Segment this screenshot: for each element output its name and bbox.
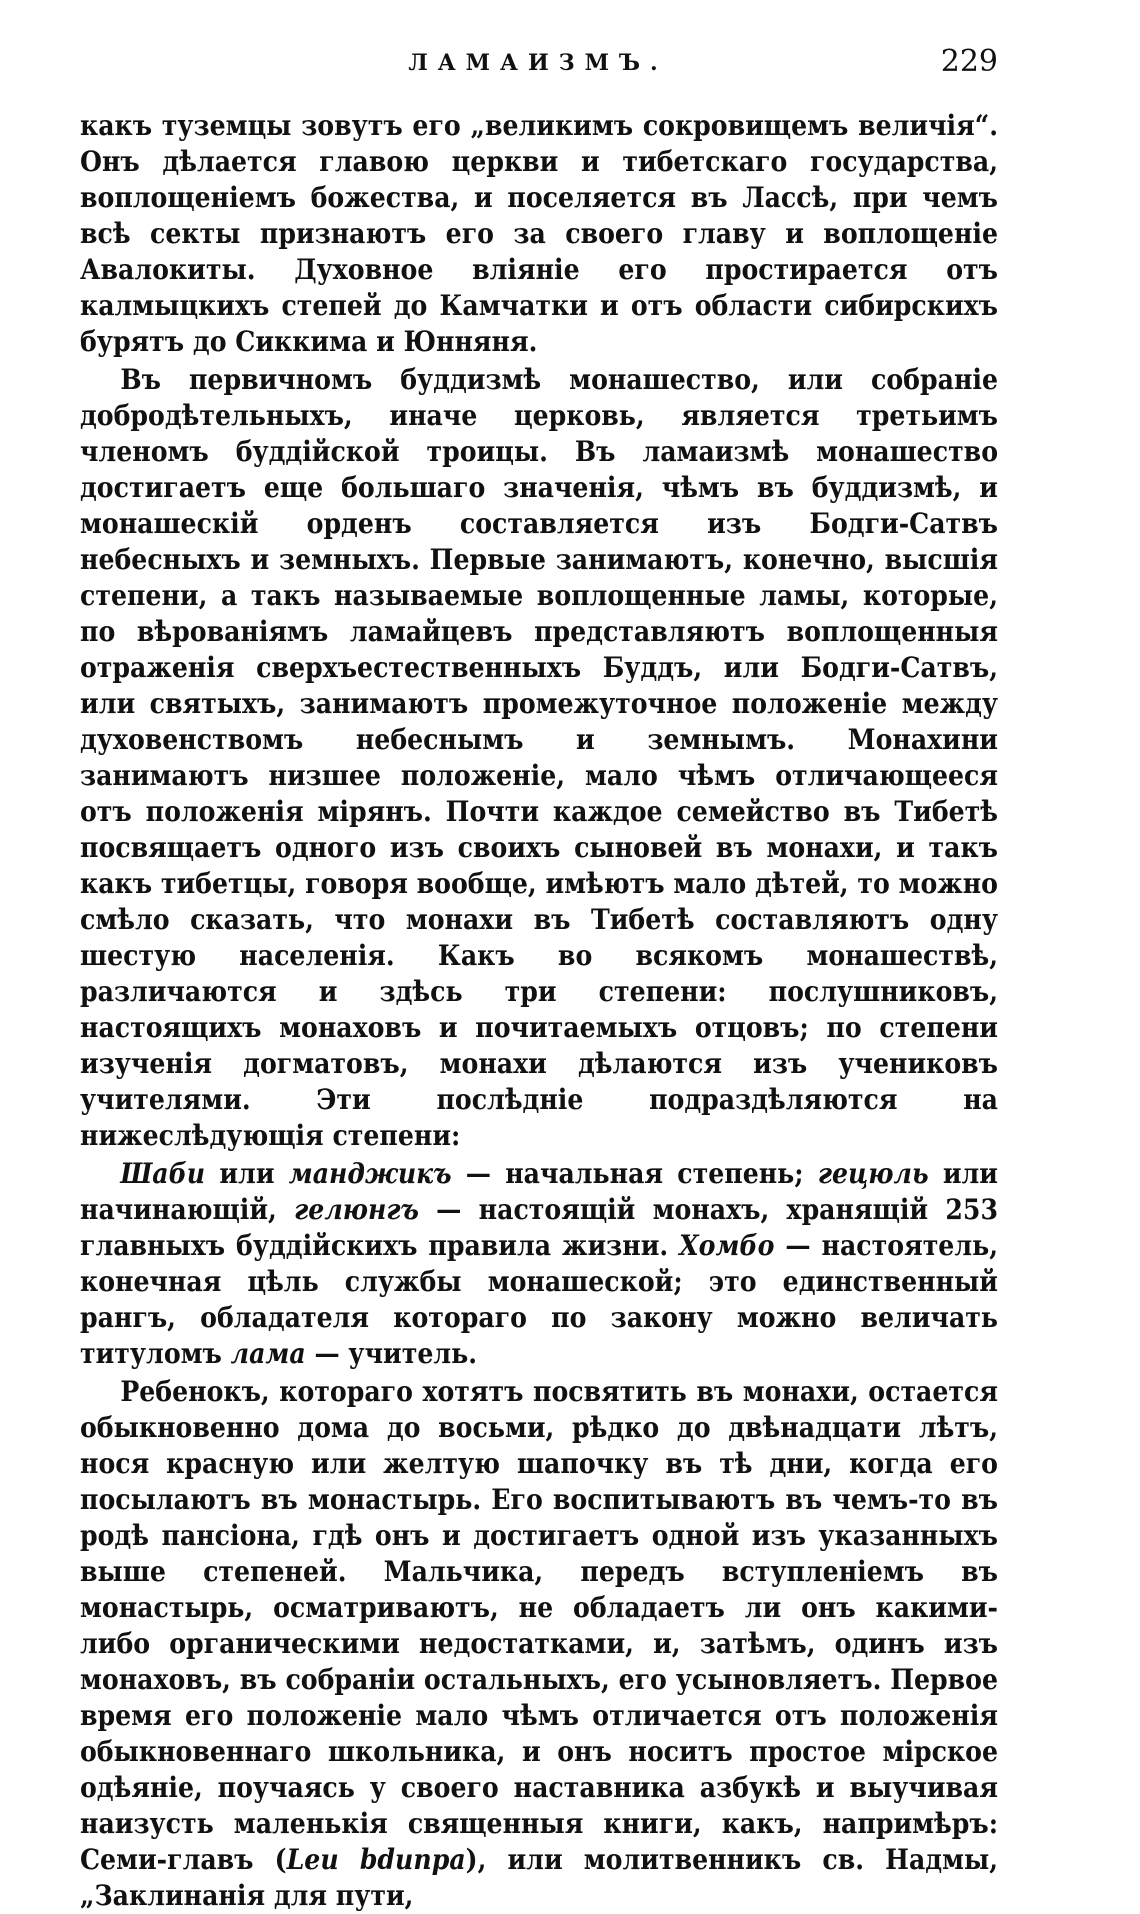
running-head (78, 44, 998, 84)
text-run: — настоятель, конечная цѣль службы монашеской; это единственный рангъ, обладателя котораго по закону можно величать титуломъ (80, 1229, 998, 1370)
italic-term: гецюль (817, 1157, 929, 1190)
paragraph-1 (80, 108, 998, 360)
text-run: — учитель. (305, 1337, 477, 1370)
body-text (80, 108, 998, 1914)
text-run: — настоящій монахъ, хранящій 253 главныхъ буддійскихъ правила жизни. (80, 1193, 998, 1262)
text-run: — начальная степень; (451, 1157, 818, 1190)
paragraph-2 (80, 362, 998, 1154)
text-run: какъ туземцы зовутъ его „великимъ сокровищемъ величія“. Онъ дѣлается главою церкви и тибетскаго государства, воплощеніемъ божества, и поселяется въ Лассѣ, при чемъ всѣ секты признаютъ его за своего главу и воплощеніе Авалокиты. Духовное вліяніе его простирается отъ калмыцкихъ степей до Камчатки и отъ области сибирскихъ бурятъ до Сиккима и Юнняня. (80, 109, 998, 358)
text-run: или начинающій, (80, 1157, 998, 1226)
paragraph-4 (80, 1374, 998, 1914)
page-number: 229 (940, 44, 998, 79)
text-run: Ребенокъ, котораго хотятъ посвятить въ монахи, остается обыкновенно дома до восьми, рѣдко до двѣнадцати лѣтъ, нося красную или желтую шапочку въ тѣ дни, когда его посылаютъ въ монастырь. Его воспитываютъ въ чемъ-то въ родѣ пансіона, гдѣ онъ и достигаетъ одной изъ указанныхъ выше степеней. Мальчика, передъ вступленіемъ въ монастырь, осматриваютъ, не обладаетъ ли онъ какими-либо органическими недостатками, и, затѣмъ, одинъ изъ монаховъ, въ собраніи остальныхъ, его усыновляетъ. Первое время его положеніе мало чѣмъ отличается отъ положенія обыкновеннаго школьника, и онъ носитъ простое мірское одѣяніе, поучаясь у своего наставника азбукѣ и выучивая наизусть маленькія священныя книги, какъ, напримѣръ: Семи-главъ ( (80, 1375, 998, 1876)
italic-term: Leu bdunpa (286, 1843, 466, 1876)
italic-term: Хомбо (679, 1229, 775, 1262)
text-run: ), или молитвенникъ св. Надмы, „Заклинанія для пути, (80, 1843, 998, 1912)
paragraph-3 (80, 1156, 998, 1372)
text-run: или (205, 1157, 289, 1190)
text-run: Въ первичномъ буддизмѣ монашество, или собраніе добродѣтельныхъ, иначе церковь, является третьимъ членомъ буддійской троицы. Въ ламаизмѣ монашество достигаетъ еще большаго значенія, чѣмъ въ буддизмѣ, и монашескій орденъ составляется изъ Бодги-Сатвъ небесныхъ и земныхъ. Первые занимаютъ, конечно, высшія степени, а такъ называемые воплощенные ламы, которые, по вѣрованіямъ ламайцевъ представляютъ воплощенныя отраженія сверхъестественныхъ Буддъ, или Бодги-Сатвъ, или святыхъ, занимаютъ промежуточное положеніе между духовенствомъ небеснымъ и земнымъ. Монахини занимаютъ низшее положеніе, мало чѣмъ отличающееся отъ положенія мірянъ. Почти каждое семейство въ Тибетѣ посвящаетъ одного изъ своихъ сыновей въ монахи, и такъ какъ тибетцы, говоря вообще, имѣютъ мало дѣтей, то можно смѣло сказать, что монахи въ Тибетѣ составляютъ одну шестую населенія. Какъ во всякомъ монашествѣ, различаются и здѣсь три степени: послушниковъ, настоящихъ монаховъ и почитаемыхъ отцовъ; по степени изученія догматовъ, монахи дѣлаются изъ учениковъ учителями. Эти послѣдніе подраздѣляются на нижеслѣдующія степени: (80, 363, 998, 1152)
italic-term: гелюнгъ (294, 1193, 419, 1226)
italic-term: манджикъ (288, 1157, 452, 1190)
running-title: ЛАМАИЗМЪ. (408, 50, 668, 76)
italic-term: лама (230, 1337, 306, 1370)
italic-term: Шаби (120, 1157, 206, 1190)
